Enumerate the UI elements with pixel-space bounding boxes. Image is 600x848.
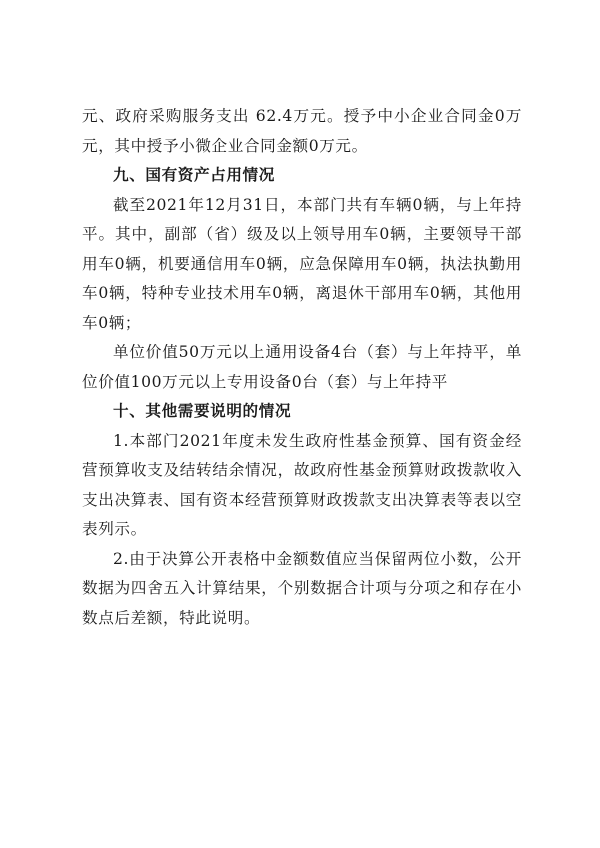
paragraph-procurement: 元、政府采购服务支出 62.4万元。授予中小企业合同金0万元，其中授予小微企业合同金额0万元。 — [82, 107, 522, 155]
heading-section-10: 十、其他需要说明的情况 — [113, 402, 292, 420]
document-page — [82, 102, 522, 633]
heading-section-9: 九、国有资产占用情况 — [113, 166, 275, 184]
paragraph-note-1: 1.本部门2021年度未发生政府性基金预算、国有资金经营预算收支及结转结余情况，故政府性基金预算财政拨款收入支出决算表、国有资本经营预算财政拨款支出决算表等表以空表列示。 — [82, 431, 522, 538]
paragraph-vehicles: 截至2021年12月31日，本部门共有车辆0辆，与上年持平。其中，副部（省）级及以上领导用车0辆，主要领导干部用车0辆，机要通信用车0辆，应急保障用车0辆，执法执勤用车0辆，特种专业技术用车0辆，离退休干部用车0辆，其他用车0辆； — [82, 195, 522, 332]
paragraph-note-2: 2.由于决算公开表格中金额数值应当保留两位小数，公开数据为四舍五入计算结果，个别数据合计项与分项之和存在小数点后差额，特此说明。 — [82, 549, 522, 627]
paragraph-equipment: 单位价值50万元以上通用设备4台（套）与上年持平，单位价值100万元以上专用设备0台（套）与上年持平 — [82, 343, 522, 391]
